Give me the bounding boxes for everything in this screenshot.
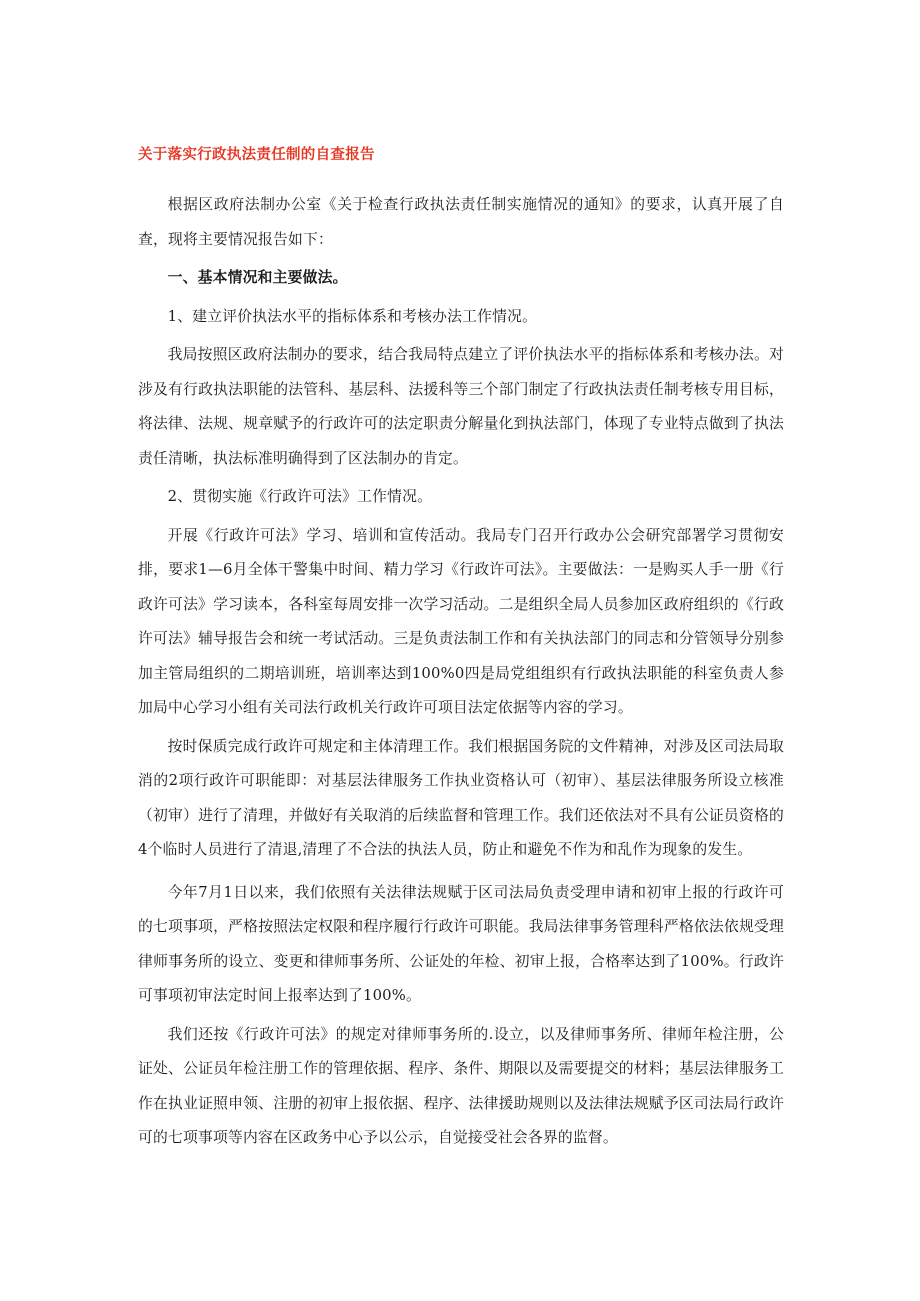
paragraph-cleanup-work: 按时保质完成行政许可规定和主体清理工作。我们根据国务院的文件精神，对涉及区司法局取消的2项行政许可职能即：对基层法律服务工作执业资格认可（初审）、基层法律服务所设立核准（初审）进行了清理，并做好有关取消的后续监督和管理工作。我们还依法对不具有公证员资格的4个临时人员进行了清退,清理了不合法的执法人员，防止和避免不作为和乱作为现象的发生。 xyxy=(138,737,784,858)
subsection-heading-1: 1、建立评价执法水平的指标体系和考核办法工作情况。 xyxy=(167,307,538,325)
section-heading-basic: 一、基本情况和主要做法。 xyxy=(167,269,348,286)
paragraph-public-disclosure: 我们还按《行政许可法》的规定对律师事务所的.设立，以及律师事务所、律师年检注册，公证处、公证员年检注册工作的管理依据、程序、条件、期限以及需要提交的材料；基层法律服务工作在执业证照申领、注册的初审上报依据、程序、法律援助规则以及法律法规赋予区司法局行政许可的七项事项等内容在区政务中心予以公示，自觉接受社会各界的监督。 xyxy=(138,1025,784,1146)
document-title: 关于落实行政执法责任制的自查报告 xyxy=(138,147,375,163)
intro-paragraph: 根据区政府法制办公室《关于检查行政执法责任制实施情况的通知》的要求，认真开展了自查，现将主要情况报告如下： xyxy=(138,196,784,248)
paragraph-study-training: 开展《行政许可法》学习、培训和宣传活动。我局专门召开行政办公会研究部署学习贯彻安排，要求1—6月全体干警集中时间、精力学习《行政许可法》。主要做法：一是购买人手一册《行政许可法》学习读本，各科室每周安排一次学习活动。二是组织全局人员参加区政府组织的《行政许可法》辅导报告会和统一考试活动。三是负责法制工作和有关执法部门的同志和分管领导分别参加主管局组织的二期培训班，培训率达到100%0四是局党组组织有行政执法职能的科室负责人参加局中心学习小组有关司法行政机关行政许可项目法定依据等内容的学习。 xyxy=(138,526,784,716)
document-body xyxy=(138,188,784,1156)
paragraph-evaluation-system: 我局按照区政府法制办的要求，结合我局特点建立了评价执法水平的指标体系和考核办法。对涉及有行政执法职能的法管科、基层科、法援科等三个部门制定了行政执法责任制考核专用目标，将法律、法规、规章赋予的行政许可的法定职责分解量化到执法部门，体现了专业特点做到了执法责任清晰，执法标准明确得到了区法制办的肯定。 xyxy=(138,346,784,467)
subsection-heading-2: 2、贯彻实施《行政许可法》工作情况。 xyxy=(167,488,433,505)
paragraph-license-matters: 今年7月1日以来，我们依照有关法律法规赋于区司法局负责受理申请和初审上报的行政许可的七项事项，严格按照法定权限和程序履行行政许可职能。我局法律事务管理科严格依法依规受理律师事务所的设立、变更和律师事务所、公证处的年检、初审上报，合格率达到了100%。行政许可事项初审法定时间上报率达到了100%。 xyxy=(138,883,784,1004)
